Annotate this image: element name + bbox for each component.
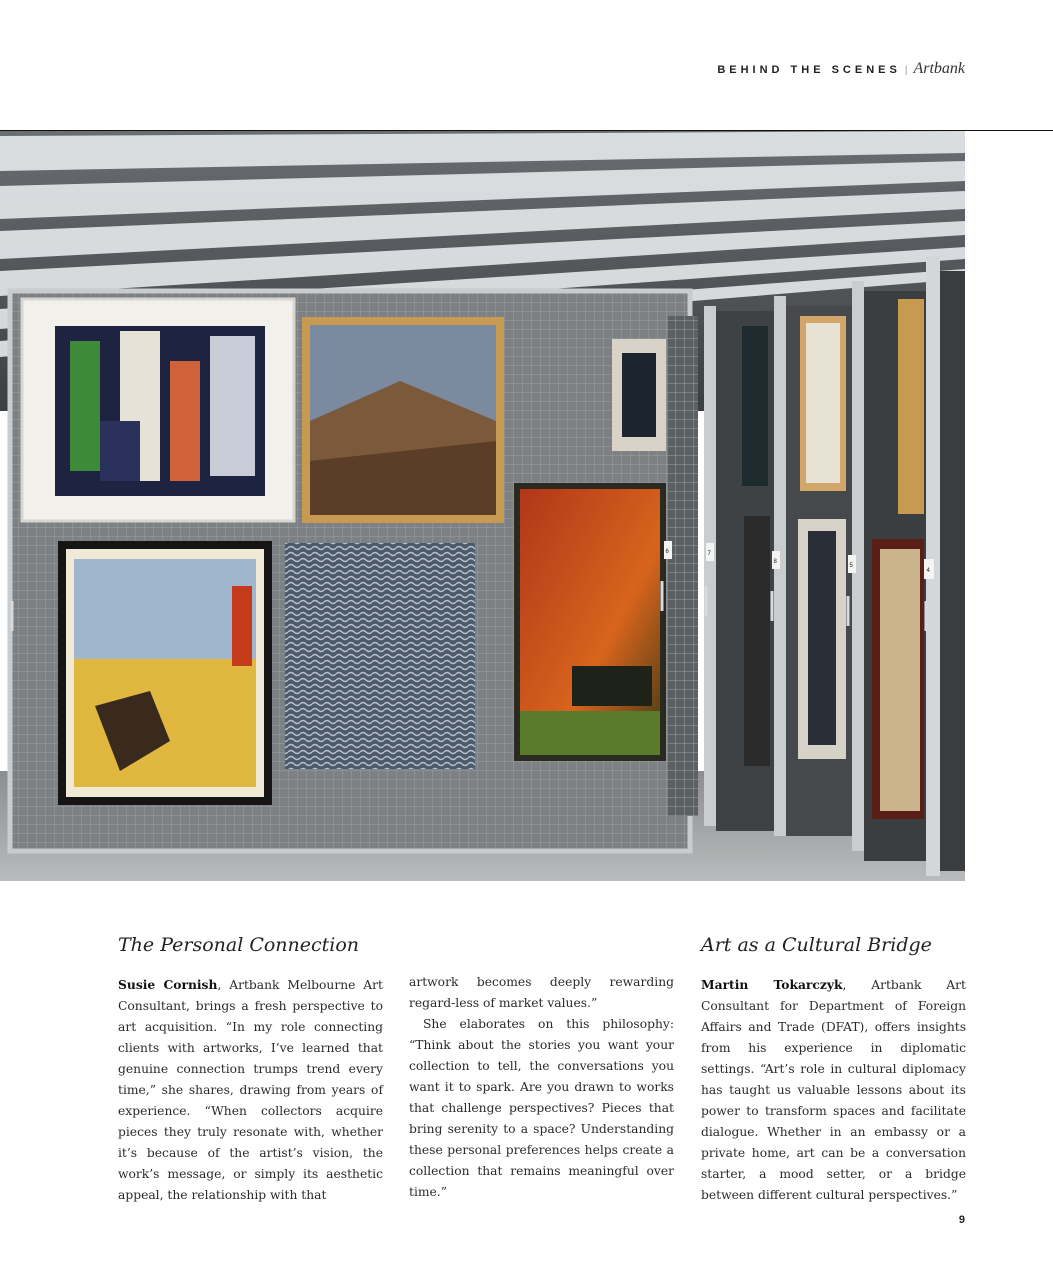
rack-tag-7: 7 [707,551,711,557]
article-title: The Personal Connection [118,934,360,956]
header-separator: | [904,65,908,76]
rack-tag-8: 8 [773,559,777,565]
rack-tag-4: 4 [926,568,930,574]
section-label: BEHIND THE SCENES [717,64,901,76]
sliding-racks [665,256,965,876]
byline-name: Martin Tokarczyk [701,977,843,992]
publication-name: Artbank [913,60,965,77]
byline-name: Susie Cornish [118,977,218,992]
article-body-text: , Artbank Art Consultant for Department of Foreign Affairs and Trade (DFAT), offers insights from his experience in diplomatic settings. “Art’s role in cultural diplomacy has taught us valuable lessons about its power to transform spaces and facilitate dialogue. Whether in an embassy or a private home, art can be a conversation starter, a mood setter, or a bridge between different cultural perspectives.” [701,978,966,1202]
article-personal-connection-continued [409,972,674,1203]
page-number: 9 [958,1214,965,1226]
article-title: Art as a Cultural Bridge [701,934,932,956]
article-body-text: , Artbank Melbourne Art Consultant, brings a fresh perspective to art acquisition. “In my role connecting clients with artworks, I’ve learned that genuine connection trumps trend every time,” she shares, drawing from years of experience. “When collectors acquire pieces they truly resonate with, whether it’s because of the artist’s vision, the work’s message, or simply its aesthetic appeal, the relationship with that [118,978,384,1202]
article-body-continuation: artwork becomes deeply rewarding regard-less of market values.” [409,975,674,1010]
article-body-para-1 [118,974,383,1206]
article-body-para-2: She elaborates on this philosophy: “Think about the stories you want your collection to tell, the conversations you want it to spark. Are you drawn to works that challenge perspectives? Pieces that bring serenity to a space? Understanding these personal preferences helps create a collection that remains meaningful over time.” [409,1017,674,1199]
running-header [717,60,965,78]
article-personal-connection [118,932,383,1206]
article-body-para-1 [701,974,966,1206]
rack-tag-6: 6 [665,549,669,555]
rack-tag-5: 5 [849,563,853,569]
article-cultural-bridge [701,932,966,1206]
storage-racks-photo [0,131,965,881]
